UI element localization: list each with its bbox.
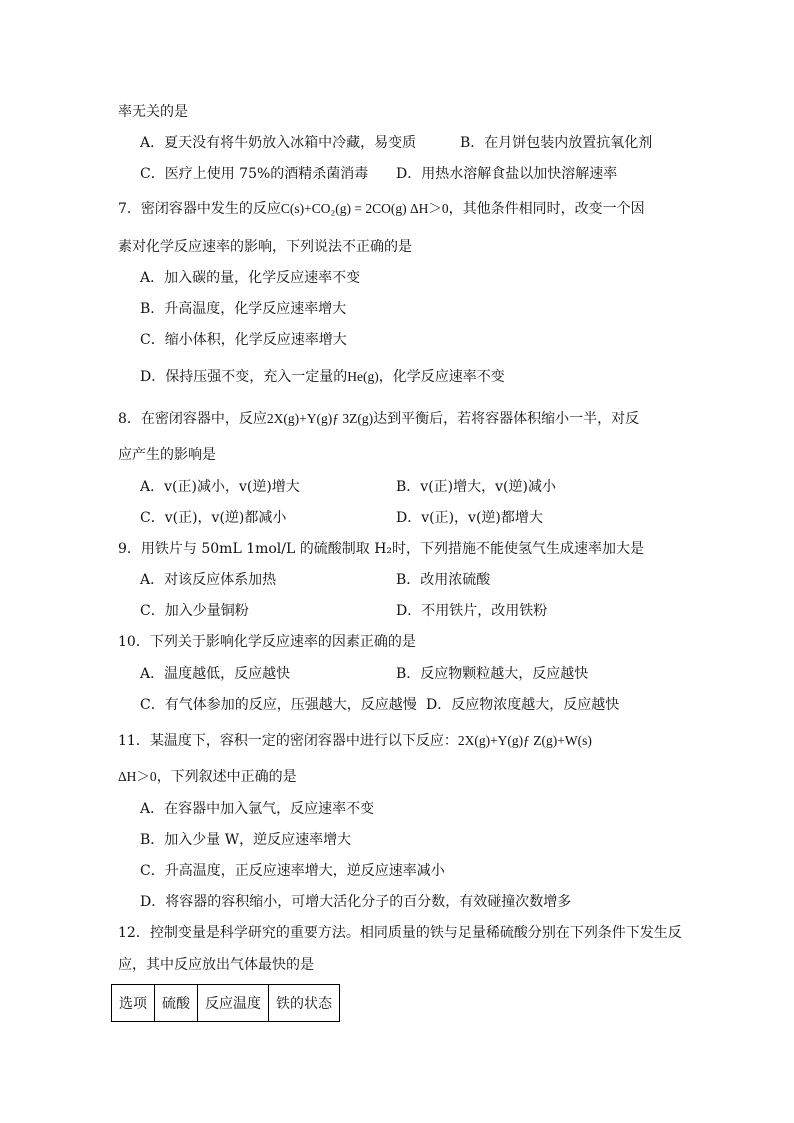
q10-option-d: D．反应物浓度越大，反应越快	[426, 697, 620, 713]
q8-equation: 2X(g)+Y(g)ƒ 3Z(g)	[266, 411, 374, 426]
q8-option-c: C．v(正)，v(逆)都减小	[140, 510, 287, 526]
q9-stem: 9．用铁片与 50mL 1mol/L 的硫酸制取 H₂时，下列措施不能使氢气生成速率加大是	[118, 541, 645, 557]
q9-option-b: B．改用浓硫酸	[396, 572, 491, 588]
q7-stem	[118, 199, 645, 219]
q12-stem-line2: 应，其中反应放出气体最快的是	[118, 957, 314, 973]
q8-option-b: B．v(正)增大，v(逆)减小	[396, 479, 556, 495]
q7-option-c: C．缩小体积，化学反应速率增大	[140, 332, 347, 348]
q11-option-d: D．将容器的容积缩小，可增大活化分子的百分数，有效碰撞次数增多	[140, 894, 572, 910]
q9-option-a: A．对该反应体系加热	[140, 572, 277, 588]
q9-option-c: C．加入少量铜粉	[140, 603, 249, 619]
q11-stem-lead: 11．某温度下，容积一定的密闭容器中进行以下反应：	[118, 733, 458, 749]
q11-stem-line2-rest: ，下列叙述中正确的是	[156, 769, 297, 785]
q11-delta-h: ΔH＞0	[118, 769, 157, 784]
q10-stem: 10．下列关于影响化学反应速率的因素正确的是	[118, 634, 416, 650]
q10-option-b: B．反应物颗粒越大，反应越快	[396, 666, 589, 682]
q6-option-b: B．在月饼包装内放置抗氧化剂	[460, 135, 653, 151]
q11-stem-line2	[118, 767, 297, 787]
q7-option-d-post: ，化学反应速率不变	[378, 369, 505, 385]
q11-equation: 2X(g)+Y(g)ƒ Z(g)+W(s)	[457, 733, 592, 748]
q10-option-a: A．温度越低，反应越快	[140, 666, 291, 682]
table-header-row	[112, 985, 340, 1022]
q7-option-d	[140, 367, 505, 387]
q8-stem-line2: 应产生的影响是	[118, 447, 216, 463]
q12-table	[111, 984, 340, 1022]
q7-stem-rest: ，其他条件相同时，改变一个因	[448, 201, 645, 217]
q9-option-d: D．不用铁片，改用铁粉	[396, 603, 548, 619]
table-header-cell: 硫酸	[155, 985, 198, 1022]
table-header-cell: 反应温度	[198, 985, 269, 1022]
q7-stem-line2: 素对化学反应速率的影响，下列说法不正确的是	[118, 239, 412, 255]
q6-option-c: C．医疗上使用 75%的酒精杀菌消毒	[140, 166, 369, 182]
table-header-cell: 铁的状态	[269, 985, 340, 1022]
q11-option-a: A．在容器中加入氩气，反应速率不变	[140, 801, 375, 817]
q6-option-d: D．用热水溶解食盐以加快溶解速率	[396, 166, 618, 182]
q7-option-a: A．加入碳的量，化学反应速率不变	[140, 270, 361, 286]
q7-option-d-pre: D．保持压强不变，充入一定量的	[140, 369, 348, 385]
q8-stem	[118, 409, 639, 429]
q6-stem-tail: 率无关的是	[118, 104, 188, 120]
q7-option-d-formula: He(g)	[347, 369, 379, 384]
q7-option-b: B．升高温度，化学反应速率增大	[140, 301, 347, 317]
q11-stem	[118, 731, 592, 751]
q7-stem-lead: 7．密闭容器中发生的反应	[118, 201, 281, 217]
q6-option-a: A．夏天没有将牛奶放入冰箱中冷藏，易变质	[140, 135, 417, 151]
q12-stem-line1: 12．控制变量是科学研究的重要方法。相同质量的铁与足量稀硫酸分别在下列条件下发生反	[118, 925, 682, 941]
q8-stem-rest: 达到平衡后，若将容器体积缩小一半，对反	[373, 411, 640, 427]
q8-option-d: D．v(正)，v(逆)都增大	[396, 510, 543, 526]
q8-option-a: A．v(正)减小，v(逆)增大	[140, 479, 300, 495]
q11-option-b: B．加入少量 W，逆反应速率增大	[140, 832, 352, 848]
q11-option-c: C．升高温度，正反应速率增大，逆反应速率减小	[140, 863, 445, 879]
q8-stem-lead: 8．在密闭容器中，反应	[118, 411, 267, 427]
q7-equation: C(s)+CO₂(g) = 2CO(g) ΔH＞0	[280, 201, 449, 216]
q10-option-c: C．有气体参加的反应，压强越大，反应越慢	[140, 697, 417, 713]
table-header-cell: 选项	[112, 985, 155, 1022]
